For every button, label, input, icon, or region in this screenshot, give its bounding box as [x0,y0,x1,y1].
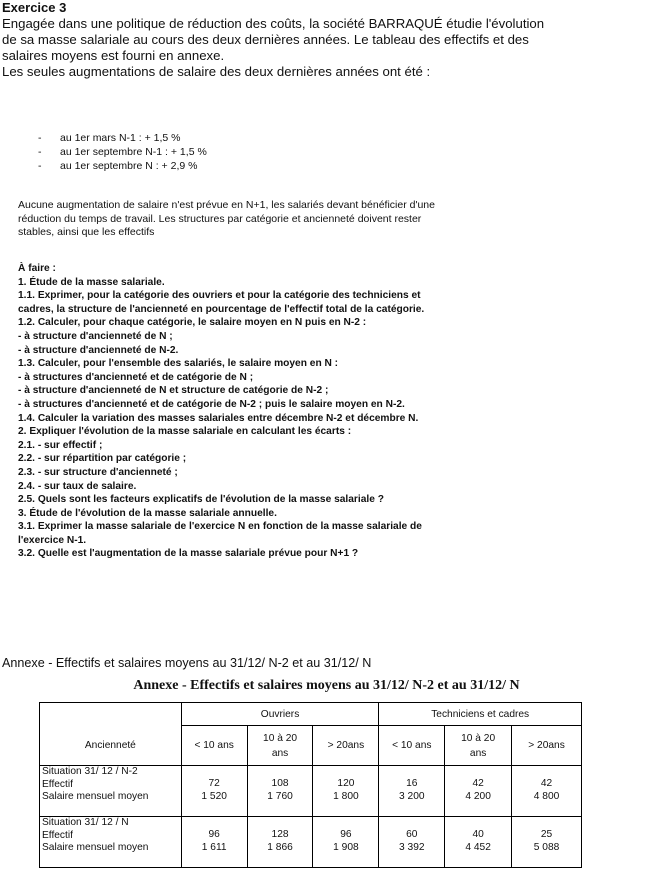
salary-increase-item: - au 1er septembre N : + 2,9 % [38,159,207,173]
task-line: cadres, la structure de l'ancienneté en pourcentage de l'effectif total de la catégorie. [18,303,425,315]
salary-increase-item: - au 1er mars N-1 : + 1,5 % [38,131,207,145]
task-line: - à structure d'ancienneté de N et structure de catégorie de N-2 ; [18,385,329,397]
column-header: 10 à 20 ans [445,726,512,766]
intro-line: Engagée dans une politique de réduction des coûts, la société BARRAQUÉ étudie l'évolution [2,16,545,31]
task-line: - à structures d'ancienneté et de catégorie de N-2 ; puis le salaire moyen en N-2. [18,398,405,410]
situation-label: Situation 31/ 12 / N [42,817,129,828]
column-header: > 20ans [313,726,379,766]
task-list [18,262,638,561]
effectif-label: Effectif [42,778,73,790]
task-line: l'exercice N-1. [18,534,87,546]
task-line: 1.2. Calculer, pour chaque catégorie, le salaire moyen en N puis en N-2 : [18,317,367,329]
situation-label-cell [40,766,182,817]
task-line: 2.1. - sur effectif ; [18,439,103,451]
value-cell: 72 1 520 [181,766,247,817]
task-line: 1.3. Calculer, pour l'ensemble des salariés, le salaire moyen en N : [18,358,339,370]
value-cell: 40 4 452 [445,817,512,868]
intro-text [2,16,652,80]
task-line: 1. Étude de la masse salariale. [18,276,165,288]
column-header: < 10 ans [181,726,247,766]
task-line: 2.5. Quels sont les facteurs explicatifs de l'évolution de la masse salariale ? [18,494,384,506]
value-cell: 16 3 200 [379,766,445,817]
column-header: > 20ans [512,726,582,766]
value-cell: 120 1 800 [313,766,379,817]
task-line: 3. Étude de l'évolution de la masse salariale annuelle. [18,507,277,519]
annex-table [39,702,582,868]
situation-label-cell [40,817,182,868]
task-line: 2.3. - sur structure d'ancienneté ; [18,466,178,478]
context-line: réduction du temps de travail. Les structures par catégorie et ancienneté doivent rester [18,212,422,225]
salaire-label: Salaire mensuel moyen [42,842,149,853]
task-line: 1.1. Exprimer, pour la catégorie des ouvriers et pour la catégorie des techniciens et [18,290,421,302]
column-header: < 10 ans [379,726,445,766]
context-line: stables, ainsi que les effectifs [18,226,155,238]
intro-line: de sa masse salariale au cours des deux dernières années. Le tableau des effectifs et des [2,32,529,47]
value-cell: 42 4 800 [512,766,582,817]
situation-label: Situation 31/ 12 / N-2 [42,766,138,777]
value-cell: 96 1 908 [313,817,379,868]
column-header: 10 à 20 ans [247,726,313,766]
intro-line: salaires moyens est fourni en annexe. [2,48,225,63]
value-cell: 42 4 200 [445,766,512,817]
task-line: 2. Expliquer l'évolution de la masse salariale en calculant les écarts : [18,426,352,438]
task-line: - à structure d'ancienneté de N-2. [18,344,179,356]
task-line: - à structures d'ancienneté et de catégorie de N ; [18,371,254,383]
task-line: - à structure d'ancienneté de N ; [18,330,173,342]
value-cell: 60 3 392 [379,817,445,868]
value-cell: 128 1 866 [247,817,313,868]
row-header-anciennete: Ancienneté [40,726,182,766]
task-line: 2.4. - sur taux de salaire. [18,480,137,492]
salary-increase-list [38,131,207,173]
task-line: 1.4. Calculer la variation des masses salariales entre décembre N-2 et décembre N. [18,412,419,424]
table-corner-cell [40,703,182,726]
intro-line: Les seules augmentations de salaire des deux dernières années ont été : [2,64,431,79]
group-header-techniciens: Techniciens et cadres [379,703,582,726]
context-paragraph [18,199,558,240]
value-cell: 108 1 760 [247,766,313,817]
table-row [40,817,582,868]
value-cell: 25 5 088 [512,817,582,868]
task-line: 3.2. Quelle est l'augmentation de la masse salariale prévue pour N+1 ? [18,548,359,560]
task-line: 3.1. Exprimer la masse salariale de l'exercice N en fonction de la masse salariale de [18,521,422,533]
task-heading: À faire : [18,263,56,274]
group-header-ouvriers: Ouvriers [181,703,379,726]
task-line: 2.2. - sur répartition par catégorie ; [18,453,187,465]
salary-increase-item: - au 1er septembre N-1 : + 1,5 % [38,145,207,159]
annex-caption: Annexe - Effectifs et salaires moyens au 31/12/ N-2 et au 31/12/ N [2,656,372,670]
annex-title: Annexe - Effectifs et salaires moyens au 31/12/ N-2 et au 31/12/ N [133,678,520,693]
exercise-title: Exercice 3 [2,0,67,15]
salaire-label: Salaire mensuel moyen [42,791,149,802]
table-row [40,766,582,817]
value-cell: 96 1 611 [181,817,247,868]
effectif-label: Effectif [42,829,73,841]
context-line: Aucune augmentation de salaire n'est prévue en N+1, les salariés devant bénéficier d'une [18,199,435,211]
